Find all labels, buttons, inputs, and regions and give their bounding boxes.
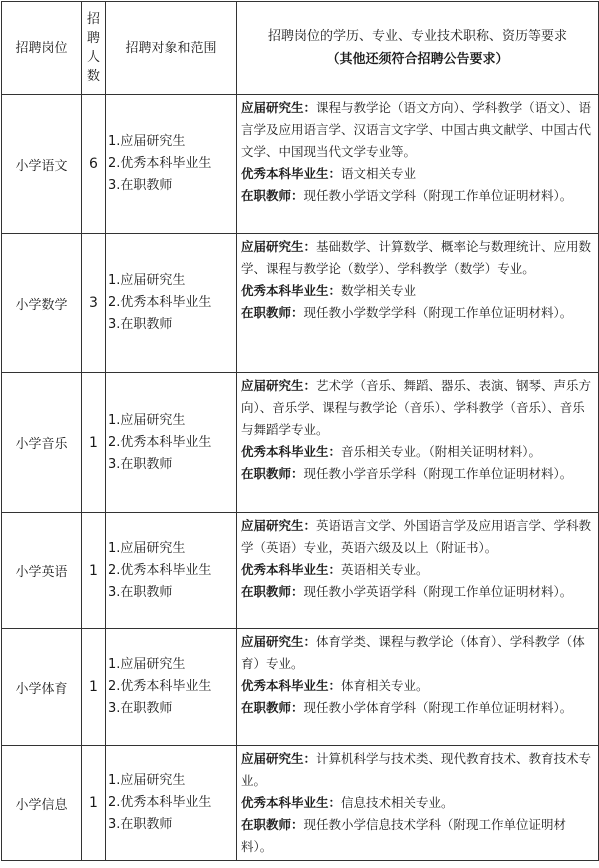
post-name: 小学信息 — [2, 746, 82, 861]
post-count: 1 — [82, 629, 106, 746]
header-count-char: 数 — [86, 69, 100, 84]
header-requirements-note: （其他还须符合招聘公告要求） — [326, 52, 509, 67]
scope-item: 1.应届研究生 — [108, 273, 186, 288]
scope-item: 2.优秀本科毕业生 — [108, 795, 212, 810]
teacher-requirement — [241, 581, 595, 603]
header-requirements — [237, 2, 599, 95]
graduate-label: 应届研究生： — [241, 378, 317, 393]
table-row — [2, 234, 599, 373]
header-scope: 招聘对象和范围 — [106, 2, 237, 95]
table-row — [2, 746, 599, 861]
graduate-text: 体育学类、课程与教学论（体育）、学科教学（体育）专业。 — [241, 634, 585, 671]
teacher-text: 现任教小学体育学科（附现工作单位证明材料）。 — [303, 700, 573, 715]
undergrad-text: 音乐相关专业。（附相关证明材料）。 — [341, 444, 542, 459]
scope-item: 2.优秀本科毕业生 — [108, 156, 212, 171]
header-count-char: 招 — [86, 12, 100, 27]
scope-list — [106, 373, 237, 513]
header-requirements-title: 招聘岗位的学历、专业、专业技术职称、资历等要求 — [267, 29, 567, 44]
undergrad-label: 优秀本科毕业生： — [241, 678, 342, 693]
undergrad-label: 优秀本科毕业生： — [241, 166, 342, 181]
header-count-char: 聘 — [86, 31, 100, 46]
scope-item: 3.在职教师 — [108, 584, 173, 600]
teacher-text: 现任教小学语文学科（附现工作单位证明材料）。 — [303, 188, 573, 203]
header-count — [82, 2, 106, 95]
scope-list — [106, 746, 237, 861]
graduate-label: 应届研究生： — [241, 100, 317, 115]
scope-item: 1.应届研究生 — [108, 134, 186, 149]
scope-item: 2.优秀本科毕业生 — [108, 679, 212, 694]
scope-item: 3.在职教师 — [108, 817, 173, 832]
undergrad-requirement — [241, 559, 595, 581]
teacher-label: 在职教师： — [241, 188, 304, 203]
scope-list — [106, 234, 237, 373]
scope-item: 1.应届研究生 — [108, 540, 186, 556]
table-row — [2, 373, 599, 513]
header-count-char: 人 — [86, 50, 100, 65]
recruitment-table — [1, 1, 599, 861]
graduate-text: 计算机科学与技术类、现代教育技术、教育技术专业。 — [241, 751, 592, 788]
graduate-requirement — [241, 236, 595, 280]
post-name: 小学语文 — [2, 95, 82, 234]
table-header-row — [2, 2, 599, 95]
undergrad-label: 优秀本科毕业生： — [241, 444, 342, 459]
scope-item: 1.应届研究生 — [108, 657, 186, 672]
teacher-text: 现任教小学英语学科（附现工作单位证明材料）。 — [303, 584, 573, 599]
teacher-requirement — [241, 463, 595, 485]
teacher-label: 在职教师： — [241, 817, 304, 832]
teacher-label: 在职教师： — [241, 700, 304, 715]
teacher-label: 在职教师： — [241, 584, 304, 599]
table-row — [2, 513, 599, 629]
graduate-label: 应届研究生： — [241, 518, 317, 533]
scope-item: 2.优秀本科毕业生 — [108, 434, 212, 450]
scope-item: 3.在职教师 — [108, 701, 173, 716]
post-name: 小学音乐 — [2, 373, 82, 513]
undergrad-label: 优秀本科毕业生： — [241, 283, 342, 298]
graduate-requirement — [241, 748, 595, 792]
teacher-text: 现任教小学信息技术学科（附现工作单位证明材料）。 — [241, 817, 567, 854]
undergrad-text: 数学相关专业 — [341, 283, 417, 298]
requirements-cell — [237, 629, 599, 746]
undergrad-requirement — [241, 675, 595, 697]
post-name: 小学体育 — [2, 629, 82, 746]
requirements-cell — [237, 95, 599, 234]
post-count: 1 — [82, 373, 106, 513]
graduate-label: 应届研究生： — [241, 634, 317, 649]
undergrad-label: 优秀本科毕业生： — [241, 795, 342, 810]
post-count: 1 — [82, 513, 106, 629]
requirements-cell — [237, 513, 599, 629]
post-count: 1 — [82, 746, 106, 861]
graduate-label: 应届研究生： — [241, 239, 317, 254]
post-count: 3 — [82, 234, 106, 373]
teacher-requirement — [241, 302, 595, 324]
graduate-requirement — [241, 515, 595, 559]
scope-item: 2.优秀本科毕业生 — [108, 562, 212, 578]
undergrad-text: 语文相关专业 — [341, 166, 417, 181]
graduate-text: 基础数学、计算数学、概率论与数理统计、应用数学、课程与教学论（数学）、学科教学（数学）专业。 — [241, 239, 592, 276]
undergrad-text: 英语相关专业。 — [341, 562, 429, 577]
teacher-label: 在职教师： — [241, 305, 304, 320]
undergrad-requirement — [241, 441, 595, 463]
table-row — [2, 95, 599, 234]
scope-item: 3.在职教师 — [108, 178, 173, 193]
scope-list — [106, 629, 237, 746]
undergrad-requirement — [241, 792, 595, 814]
requirements-cell — [237, 234, 599, 373]
post-count: 6 — [82, 95, 106, 234]
header-post: 招聘岗位 — [2, 2, 82, 95]
scope-list — [106, 95, 237, 234]
graduate-text: 课程与教学论（语文方向）、学科教学（语文）、语言学及应用语言学、汉语言文字学、中国古典文献学、中国古代文学、中国现当代文学专业等。 — [241, 100, 592, 159]
teacher-requirement — [241, 697, 595, 719]
scope-item: 1.应届研究生 — [108, 773, 186, 788]
scope-list — [106, 513, 237, 629]
undergrad-requirement — [241, 280, 595, 302]
graduate-label: 应届研究生： — [241, 751, 317, 766]
undergrad-requirement — [241, 163, 595, 185]
post-name: 小学英语 — [2, 513, 82, 629]
teacher-text: 现任教小学音乐学科（附现工作单位证明材料）。 — [303, 466, 573, 481]
post-name: 小学数学 — [2, 234, 82, 373]
graduate-text: 艺术学（音乐、舞蹈、器乐、表演、钢琴、声乐方向）、音乐学、课程与教学论（音乐）、学科教学（音乐）、音乐与舞蹈学专业。 — [241, 378, 592, 437]
scope-item: 3.在职教师 — [108, 456, 173, 472]
scope-item: 3.在职教师 — [108, 317, 173, 332]
teacher-label: 在职教师： — [241, 466, 304, 481]
graduate-requirement — [241, 631, 595, 675]
requirements-cell — [237, 373, 599, 513]
table-row — [2, 629, 599, 746]
requirements-cell — [237, 746, 599, 861]
graduate-requirement — [241, 375, 595, 441]
teacher-requirement — [241, 814, 595, 858]
teacher-text: 现任教小学数学学科（附现工作单位证明材料）。 — [303, 305, 573, 320]
undergrad-text: 信息技术相关专业。 — [341, 795, 454, 810]
scope-item: 1.应届研究生 — [108, 412, 186, 428]
graduate-requirement — [241, 97, 595, 163]
graduate-text: 英语语言文学、外国语言学及应用语言学、学科教学（英语）专业，英语六级及以上（附证书）。 — [241, 518, 592, 555]
undergrad-text: 体育相关专业。 — [341, 678, 429, 693]
undergrad-label: 优秀本科毕业生： — [241, 562, 342, 577]
teacher-requirement — [241, 185, 595, 207]
scope-item: 2.优秀本科毕业生 — [108, 295, 212, 310]
